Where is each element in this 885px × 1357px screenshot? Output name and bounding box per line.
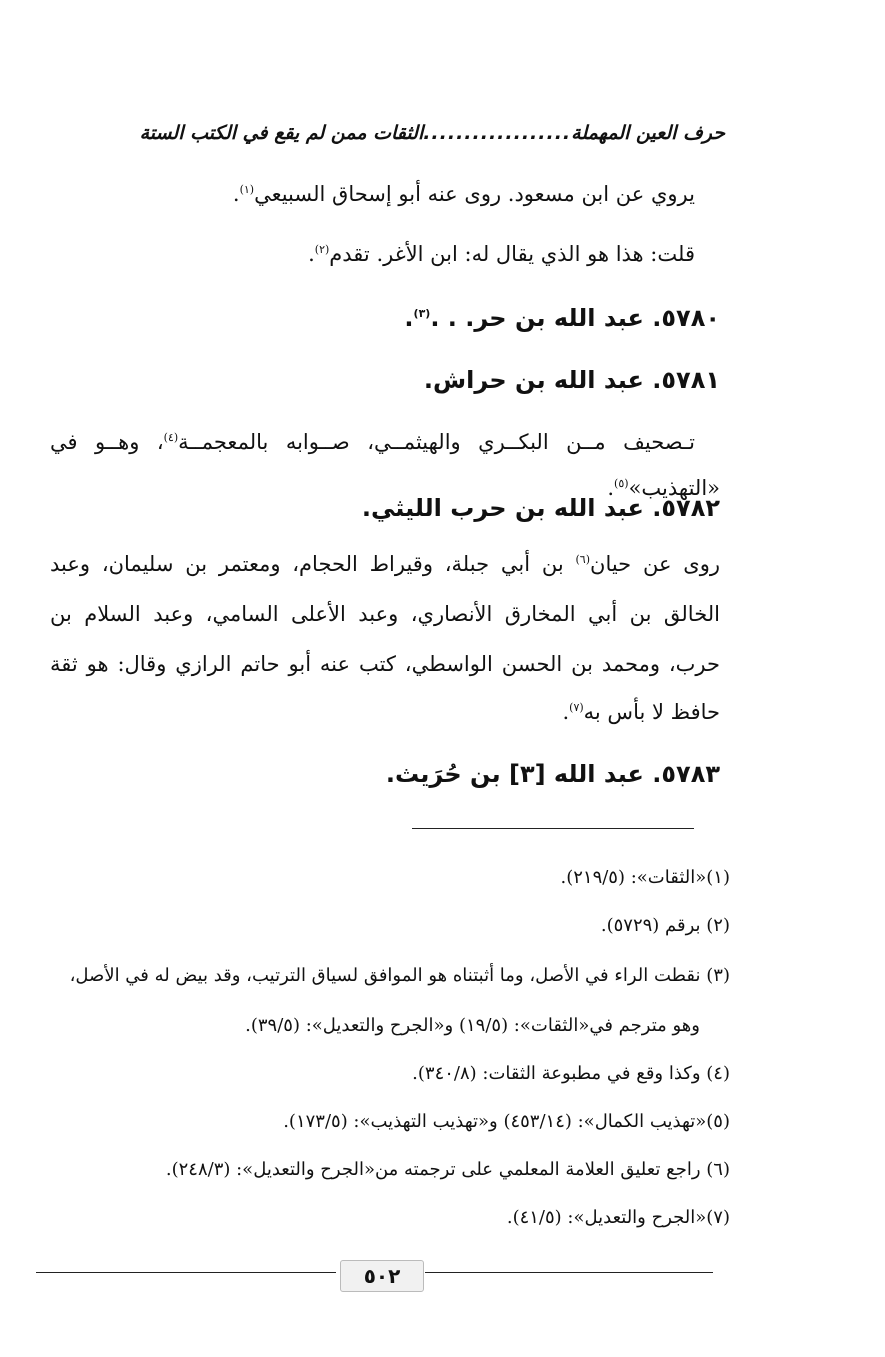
- paragraph-1-text: يروي عن ابن مسعود. روى عنه أبو إسحاق السبيعي: [254, 182, 695, 206]
- bottom-rule-left: [36, 1272, 336, 1273]
- footnote-6: (٦) راجع تعليق العلامة المعلمي على ترجمته من«الجرح والتعديل»: (٢٤٨/٣).: [165, 1159, 730, 1180]
- footnote-2: (٢) برقم (٥٧٢٩).: [600, 915, 730, 936]
- footnote-4: (٤) وكذا وقع في مطبوعة الثقات: (٣٤٠/٨).: [412, 1063, 730, 1084]
- bottom-rule-right: [425, 1272, 713, 1273]
- footnote-ref-6[interactable]: (٦): [575, 553, 591, 566]
- paragraph-1-end: .: [232, 182, 240, 206]
- footnote-separator: [412, 828, 694, 829]
- paragraph-4-line-1-start: روى عن حيان: [590, 552, 720, 576]
- header-dots: ..................: [423, 122, 572, 144]
- entry-5781-title: ٥٧٨١. عبد الله بن حراش.: [423, 366, 720, 394]
- entry-5783: [386, 756, 720, 792]
- footnote-1: (١)«الثقات»: (٢١٩/٥).: [560, 867, 730, 888]
- footnote-ref-3[interactable]: (٣): [413, 307, 431, 320]
- paragraph-2: [308, 238, 695, 270]
- footnote-ref-5[interactable]: (٥): [614, 477, 629, 490]
- header-book-title: الثقات ممن لم يقع في الكتب الستة: [139, 122, 424, 144]
- entry-5780-title: ٥٧٨٠. عبد الله بن حر. . .: [430, 304, 720, 332]
- paragraph-4-line-4-end: .: [562, 700, 570, 724]
- running-header: [60, 116, 725, 150]
- entry-5780: [404, 300, 720, 336]
- footnote-3-continued: وهو مترجم في«الثقات»: (١٩/٥) و«الجرح والتعديل»: (٣٩/٥).: [245, 1015, 700, 1036]
- paragraph-3-line-2-text: «التهذيب»: [628, 476, 720, 500]
- paragraph-4-line-1-rest: بن أبي جبلة، وقيراط الحجام، ومعتمر بن سليمان، وعبد: [50, 552, 576, 576]
- entry-5781: [424, 362, 720, 398]
- footnote-5: (٥)«تهذيب الكمال»: (٤٥٣/١٤) و«تهذيب التهذيب»: (١٧٣/٥).: [283, 1111, 730, 1132]
- footnote-ref-7[interactable]: (٧): [569, 701, 584, 714]
- paragraph-3-line-1-end: ، وهــو في: [50, 430, 164, 454]
- paragraph-2-text: قلت: هذا هو الذي يقال له: ابن الأغر. تقدم: [329, 242, 695, 266]
- entry-5783-title: ٥٧٨٣. عبد الله [٣] بن حُرَيث.: [385, 760, 720, 788]
- entry-5782: [362, 490, 720, 526]
- paragraph-2-end: .: [308, 242, 315, 266]
- page-number: ٥٠٢: [340, 1260, 424, 1292]
- paragraph-4-line-4-text: حافظ لا بأس به: [583, 700, 720, 724]
- paragraph-4-line-3: حرب، ومحمد بن الحسن الواسطي، كتب عنه أبو حاتم الرازي وقال: هو ثقة: [50, 652, 720, 676]
- footnote-7: (٧)«الجرح والتعديل»: (٤١/٥).: [506, 1207, 730, 1228]
- paragraph-1: [233, 178, 695, 210]
- entry-5780-end: .: [404, 304, 414, 332]
- paragraph-4-line-1: [50, 548, 720, 580]
- paragraph-3-line-2-end: .: [607, 476, 615, 500]
- footnote-ref-1[interactable]: (١): [239, 183, 255, 196]
- footnote-ref-2[interactable]: (٢): [314, 243, 330, 256]
- paragraph-3-line-1: [50, 426, 695, 458]
- footnote-3: (٣) نقطت الراء في الأصل، وما أثبتناه هو الموافق لسياق الترتيب، وقد بيض له في الأصل،: [69, 965, 730, 986]
- entry-5782-title: ٥٧٨٢. عبد الله بن حرب الليثي.: [361, 494, 720, 522]
- paragraph-3-text: تـصحيف مــن البكــري والهيثمــي، صــوابه بالمعجمــة: [178, 430, 695, 454]
- paragraph-4-line-4: [562, 696, 720, 728]
- header-chapter-title: حرف العين المهملة: [571, 122, 725, 144]
- paragraph-4-line-2: الخالق بن أبي المخارق الأنصاري، وعبد الأعلى السامي، وعبد السلام بن: [50, 602, 720, 626]
- footnote-ref-4[interactable]: (٤): [163, 431, 179, 444]
